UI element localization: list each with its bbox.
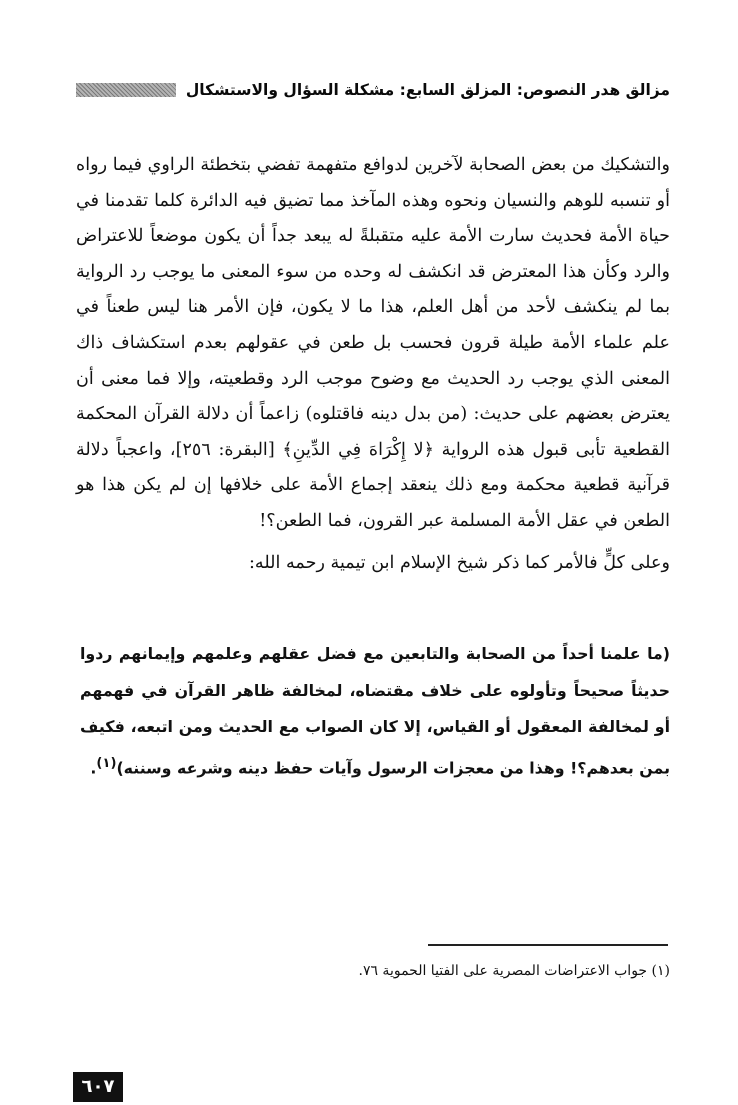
page-number: ٦٠٧ — [73, 1072, 123, 1102]
body-paragraph: وعلى كلٍّ فالأمر كما ذكر شيخ الإسلام ابن تيمية رحمه الله: — [248, 552, 670, 573]
header-decorative-bar — [76, 83, 176, 97]
quote-text: (ما علمنا أحداً من الصحابة والتابعين مع فضل عقلهم وعلمهم وإيمانهم ردوا حديثاً صحيحاً وتأولوه على خلاف مقتضاه، لمخالفة ظاهر القرآن في فهمهم أو لمخالفة المعقول أو القياس، إلا كان الصواب مع الحديث ومن اتبعه، فكيف بمن بعدهم؟! وهذا من معجزات الرسول وآيات حفظ دينه وشرعه وسننه) — [80, 644, 670, 777]
running-header — [76, 78, 670, 102]
body-paragraph: والتشكيك من بعض الصحابة لآخرين لدوافع متفهمة تفضي بتخطئة الراوي فيما رواه أو تنسبه للوهم والنسيان ونحوه وهذه المآخذ مما تضيق فيه الدائرة كلما تقدمنا في حياة الأمة فحديث سارت الأمة عليه متقبلةً له يبعد جداً أن يكون موضعاً للاعتراض والرد وكأن هذا المعترض قد انكشف له وحده من سوء المعنى ما يوجب رد الرواية بما لم ينكشف لأحد من أهل العلم، هذا ما لا يكون، فإن الأمر هنا ليس طعناً في علم علماء الأمة طيلة قرون فحسب بل طعن في عقولهم بعدم استكشاف ذاك المعنى الذي يوجب رد الحديث مع وضوح موجب الرد وقطعيته، وإلا فما معنى أن يعترض بعضهم على حديث: (من بدل دينه فاقتلوه) زاعماً أن دلالة القرآن المحكمة القطعية تأبى قبول هذه الرواية ﴿لا إِكْرَاهَ فِي الدِّينِ﴾ [البقرة: ٢٥٦]، واعجباً دلالة قرآنية قطعية محكمة ومع ذلك ينعقد إجماع الأمة على خلافها إن لم يكن هذا هو الطعن في عقل الأمة المسلمة عبر القرون، فما الطعن؟! — [76, 155, 670, 531]
footnote-divider — [428, 944, 668, 946]
ibn-taymiyyah-quote — [80, 636, 670, 786]
footnote: (١) جواب الاعتراضات المصرية على الفتيا الحموية ٧٦. — [358, 963, 670, 979]
quote-paragraph — [80, 636, 670, 786]
running-header-title: مزالق هدر النصوص: المزلق السابع: مشكلة السؤال والاستشكال — [185, 81, 670, 99]
main-text — [76, 148, 670, 581]
footnote-reference: (١) — [96, 755, 117, 771]
quote-trailing-period: . — [90, 757, 97, 777]
